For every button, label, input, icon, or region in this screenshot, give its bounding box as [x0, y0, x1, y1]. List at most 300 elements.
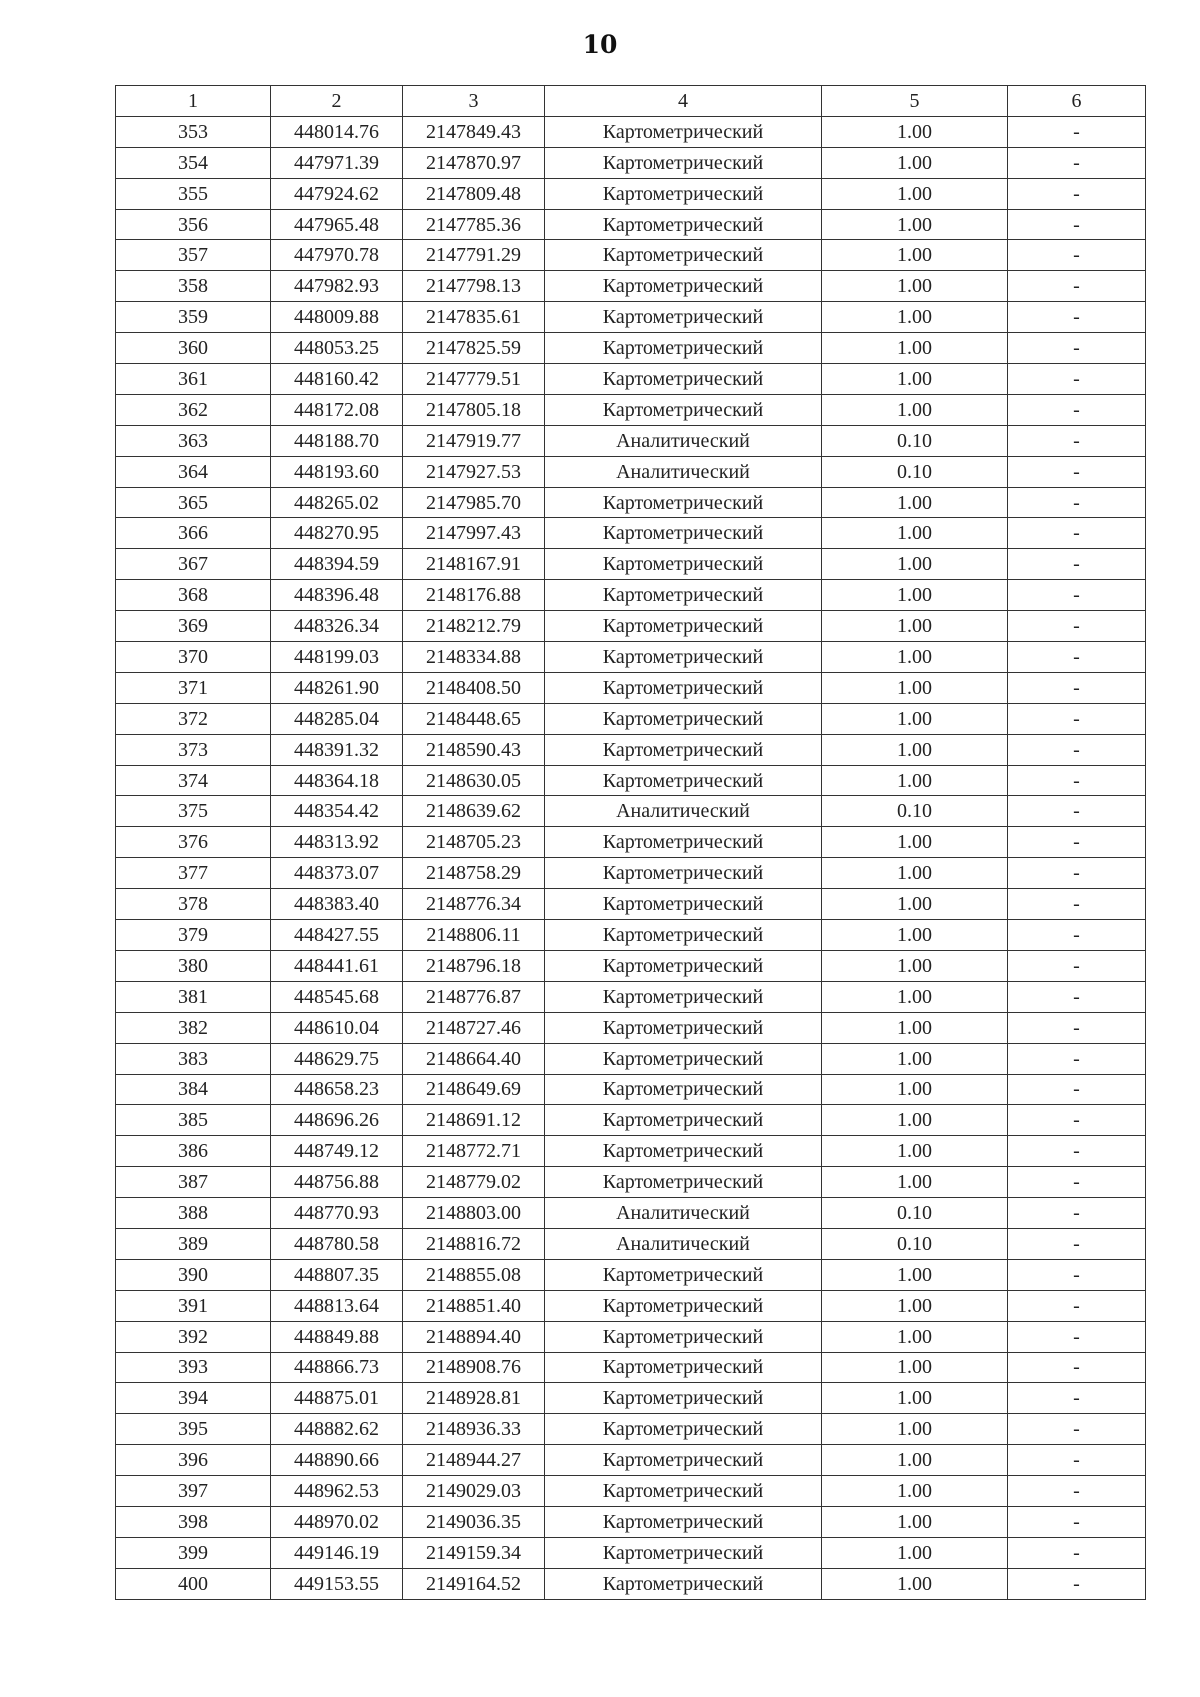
point-number-cell: 358: [116, 271, 271, 302]
y-coordinate-cell: 2148944.27: [403, 1445, 545, 1476]
y-coordinate-cell: 2148855.08: [403, 1259, 545, 1290]
note-cell: -: [1008, 178, 1146, 209]
method-cell: Картометрический: [545, 734, 822, 765]
note-cell: -: [1008, 549, 1146, 580]
accuracy-cell: 1.00: [822, 765, 1008, 796]
note-cell: -: [1008, 147, 1146, 178]
accuracy-cell: 0.10: [822, 1228, 1008, 1259]
accuracy-cell: 1.00: [822, 240, 1008, 271]
accuracy-cell: 1.00: [822, 549, 1008, 580]
point-number-cell: 355: [116, 178, 271, 209]
y-coordinate-cell: 2148936.33: [403, 1414, 545, 1445]
table-row: [116, 1476, 1146, 1507]
accuracy-cell: 1.00: [822, 889, 1008, 920]
method-cell: Картометрический: [545, 1383, 822, 1414]
note-cell: -: [1008, 302, 1146, 333]
x-coordinate-cell: 448354.42: [271, 796, 403, 827]
x-coordinate-cell: 448629.75: [271, 1043, 403, 1074]
note-cell: -: [1008, 580, 1146, 611]
table-row: [116, 1228, 1146, 1259]
y-coordinate-cell: 2148334.88: [403, 642, 545, 673]
x-coordinate-cell: 448261.90: [271, 672, 403, 703]
x-coordinate-cell: 448188.70: [271, 425, 403, 456]
x-coordinate-cell: 448890.66: [271, 1445, 403, 1476]
x-coordinate-cell: 447970.78: [271, 240, 403, 271]
method-cell: Картометрический: [545, 1012, 822, 1043]
note-cell: -: [1008, 796, 1146, 827]
y-coordinate-cell: 2147791.29: [403, 240, 545, 271]
point-number-cell: 383: [116, 1043, 271, 1074]
method-cell: Картометрический: [545, 116, 822, 147]
note-cell: -: [1008, 765, 1146, 796]
note-cell: -: [1008, 209, 1146, 240]
point-number-cell: 365: [116, 487, 271, 518]
accuracy-cell: 1.00: [822, 858, 1008, 889]
accuracy-cell: 1.00: [822, 703, 1008, 734]
note-cell: -: [1008, 1167, 1146, 1198]
accuracy-cell: 1.00: [822, 1537, 1008, 1568]
point-number-cell: 377: [116, 858, 271, 889]
x-coordinate-cell: 448962.53: [271, 1476, 403, 1507]
method-cell: Картометрический: [545, 1105, 822, 1136]
y-coordinate-cell: 2149036.35: [403, 1506, 545, 1537]
accuracy-cell: 1.00: [822, 302, 1008, 333]
note-cell: -: [1008, 1321, 1146, 1352]
method-cell: Картометрический: [545, 364, 822, 395]
table-row: [116, 302, 1146, 333]
y-coordinate-cell: 2148590.43: [403, 734, 545, 765]
x-coordinate-cell: 448770.93: [271, 1198, 403, 1229]
point-number-cell: 374: [116, 765, 271, 796]
note-cell: -: [1008, 1352, 1146, 1383]
point-number-cell: 354: [116, 147, 271, 178]
header-cell-col-3: 3: [403, 86, 545, 117]
note-cell: -: [1008, 425, 1146, 456]
table-row: [116, 1414, 1146, 1445]
table-row: [116, 271, 1146, 302]
note-cell: -: [1008, 889, 1146, 920]
table-row: [116, 580, 1146, 611]
table-row: [116, 827, 1146, 858]
x-coordinate-cell: 448172.08: [271, 394, 403, 425]
x-coordinate-cell: 448610.04: [271, 1012, 403, 1043]
x-coordinate-cell: 448373.07: [271, 858, 403, 889]
y-coordinate-cell: 2148630.05: [403, 765, 545, 796]
method-cell: Аналитический: [545, 1198, 822, 1229]
y-coordinate-cell: 2148705.23: [403, 827, 545, 858]
accuracy-cell: 1.00: [822, 1321, 1008, 1352]
point-number-cell: 398: [116, 1506, 271, 1537]
table-row: [116, 1043, 1146, 1074]
method-cell: Аналитический: [545, 456, 822, 487]
y-coordinate-cell: 2147779.51: [403, 364, 545, 395]
point-number-cell: 400: [116, 1568, 271, 1599]
x-coordinate-cell: 448441.61: [271, 950, 403, 981]
table-row: [116, 672, 1146, 703]
point-number-cell: 376: [116, 827, 271, 858]
note-cell: -: [1008, 394, 1146, 425]
method-cell: Картометрический: [545, 981, 822, 1012]
note-cell: -: [1008, 1506, 1146, 1537]
table-row: [116, 734, 1146, 765]
y-coordinate-cell: 2148727.46: [403, 1012, 545, 1043]
note-cell: -: [1008, 116, 1146, 147]
y-coordinate-cell: 2148448.65: [403, 703, 545, 734]
y-coordinate-cell: 2147927.53: [403, 456, 545, 487]
method-cell: Картометрический: [545, 889, 822, 920]
table-row: [116, 147, 1146, 178]
method-cell: Картометрический: [545, 178, 822, 209]
table-row: [116, 1136, 1146, 1167]
y-coordinate-cell: 2148851.40: [403, 1290, 545, 1321]
method-cell: Картометрический: [545, 672, 822, 703]
y-coordinate-cell: 2147997.43: [403, 518, 545, 549]
y-coordinate-cell: 2148776.34: [403, 889, 545, 920]
accuracy-cell: 1.00: [822, 116, 1008, 147]
accuracy-cell: 1.00: [822, 1445, 1008, 1476]
method-cell: Картометрический: [545, 240, 822, 271]
y-coordinate-cell: 2147809.48: [403, 178, 545, 209]
accuracy-cell: 0.10: [822, 425, 1008, 456]
table-row: [116, 1105, 1146, 1136]
x-coordinate-cell: 448383.40: [271, 889, 403, 920]
note-cell: -: [1008, 734, 1146, 765]
note-cell: -: [1008, 1228, 1146, 1259]
accuracy-cell: 1.00: [822, 1476, 1008, 1507]
method-cell: Картометрический: [545, 1568, 822, 1599]
accuracy-cell: 0.10: [822, 456, 1008, 487]
y-coordinate-cell: 2147985.70: [403, 487, 545, 518]
method-cell: Картометрический: [545, 920, 822, 951]
method-cell: Картометрический: [545, 147, 822, 178]
note-cell: -: [1008, 518, 1146, 549]
note-cell: -: [1008, 333, 1146, 364]
accuracy-cell: 1.00: [822, 147, 1008, 178]
table-row: [116, 611, 1146, 642]
table-row: [116, 858, 1146, 889]
table-row: [116, 1445, 1146, 1476]
table-row: [116, 1352, 1146, 1383]
accuracy-cell: 1.00: [822, 1259, 1008, 1290]
point-number-cell: 388: [116, 1198, 271, 1229]
accuracy-cell: 0.10: [822, 796, 1008, 827]
point-number-cell: 372: [116, 703, 271, 734]
x-coordinate-cell: 448009.88: [271, 302, 403, 333]
point-number-cell: 353: [116, 116, 271, 147]
point-number-cell: 368: [116, 580, 271, 611]
table-row: [116, 642, 1146, 673]
method-cell: Картометрический: [545, 765, 822, 796]
x-coordinate-cell: 448849.88: [271, 1321, 403, 1352]
x-coordinate-cell: 449153.55: [271, 1568, 403, 1599]
x-coordinate-cell: 448780.58: [271, 1228, 403, 1259]
point-number-cell: 392: [116, 1321, 271, 1352]
x-coordinate-cell: 448970.02: [271, 1506, 403, 1537]
point-number-cell: 397: [116, 1476, 271, 1507]
x-coordinate-cell: 448756.88: [271, 1167, 403, 1198]
accuracy-cell: 0.10: [822, 1198, 1008, 1229]
y-coordinate-cell: 2148691.12: [403, 1105, 545, 1136]
y-coordinate-cell: 2147805.18: [403, 394, 545, 425]
method-cell: Картометрический: [545, 333, 822, 364]
y-coordinate-cell: 2148796.18: [403, 950, 545, 981]
method-cell: Картометрический: [545, 1259, 822, 1290]
point-number-cell: 371: [116, 672, 271, 703]
x-coordinate-cell: 448364.18: [271, 765, 403, 796]
y-coordinate-cell: 2148649.69: [403, 1074, 545, 1105]
x-coordinate-cell: 448265.02: [271, 487, 403, 518]
accuracy-cell: 1.00: [822, 271, 1008, 302]
y-coordinate-cell: 2149164.52: [403, 1568, 545, 1599]
point-number-cell: 380: [116, 950, 271, 981]
table-row: [116, 518, 1146, 549]
point-number-cell: 367: [116, 549, 271, 580]
point-number-cell: 395: [116, 1414, 271, 1445]
note-cell: -: [1008, 642, 1146, 673]
header-cell-col-1: 1: [116, 86, 271, 117]
accuracy-cell: 1.00: [822, 487, 1008, 518]
note-cell: -: [1008, 858, 1146, 889]
x-coordinate-cell: 448270.95: [271, 518, 403, 549]
table-row: [116, 765, 1146, 796]
note-cell: -: [1008, 611, 1146, 642]
y-coordinate-cell: 2148167.91: [403, 549, 545, 580]
method-cell: Картометрический: [545, 1074, 822, 1105]
x-coordinate-cell: 448053.25: [271, 333, 403, 364]
point-number-cell: 389: [116, 1228, 271, 1259]
method-cell: Картометрический: [545, 394, 822, 425]
method-cell: Картометрический: [545, 611, 822, 642]
accuracy-cell: 1.00: [822, 642, 1008, 673]
y-coordinate-cell: 2149029.03: [403, 1476, 545, 1507]
y-coordinate-cell: 2148758.29: [403, 858, 545, 889]
x-coordinate-cell: 448396.48: [271, 580, 403, 611]
y-coordinate-cell: 2149159.34: [403, 1537, 545, 1568]
note-cell: -: [1008, 1290, 1146, 1321]
note-cell: -: [1008, 672, 1146, 703]
method-cell: Картометрический: [545, 1445, 822, 1476]
y-coordinate-cell: 2148779.02: [403, 1167, 545, 1198]
point-number-cell: 366: [116, 518, 271, 549]
method-cell: Картометрический: [545, 1136, 822, 1167]
note-cell: -: [1008, 1198, 1146, 1229]
y-coordinate-cell: 2148176.88: [403, 580, 545, 611]
note-cell: -: [1008, 240, 1146, 271]
point-number-cell: 373: [116, 734, 271, 765]
table-row: [116, 487, 1146, 518]
table-row: [116, 1321, 1146, 1352]
method-cell: Аналитический: [545, 796, 822, 827]
method-cell: Картометрический: [545, 1290, 822, 1321]
x-coordinate-cell: 447982.93: [271, 271, 403, 302]
method-cell: Картометрический: [545, 271, 822, 302]
note-cell: -: [1008, 1043, 1146, 1074]
x-coordinate-cell: 448326.34: [271, 611, 403, 642]
x-coordinate-cell: 448313.92: [271, 827, 403, 858]
point-number-cell: 391: [116, 1290, 271, 1321]
accuracy-cell: 1.00: [822, 1074, 1008, 1105]
table-row: [116, 240, 1146, 271]
point-number-cell: 386: [116, 1136, 271, 1167]
point-number-cell: 382: [116, 1012, 271, 1043]
accuracy-cell: 1.00: [822, 209, 1008, 240]
point-number-cell: 359: [116, 302, 271, 333]
note-cell: -: [1008, 1105, 1146, 1136]
header-cell-col-6: 6: [1008, 86, 1146, 117]
point-number-cell: 364: [116, 456, 271, 487]
point-number-cell: 390: [116, 1259, 271, 1290]
table-row: [116, 209, 1146, 240]
table-row: [116, 981, 1146, 1012]
accuracy-cell: 1.00: [822, 364, 1008, 395]
note-cell: -: [1008, 271, 1146, 302]
table-row: [116, 889, 1146, 920]
x-coordinate-cell: 448875.01: [271, 1383, 403, 1414]
table-row: [116, 364, 1146, 395]
note-cell: -: [1008, 364, 1146, 395]
method-cell: Картометрический: [545, 487, 822, 518]
method-cell: Картометрический: [545, 1167, 822, 1198]
note-cell: -: [1008, 1136, 1146, 1167]
y-coordinate-cell: 2148776.87: [403, 981, 545, 1012]
point-number-cell: 385: [116, 1105, 271, 1136]
table-row: [116, 1012, 1146, 1043]
table-header: [116, 86, 1146, 117]
accuracy-cell: 1.00: [822, 1383, 1008, 1414]
table-row: [116, 1537, 1146, 1568]
table-row: [116, 1259, 1146, 1290]
note-cell: -: [1008, 950, 1146, 981]
table-row: [116, 703, 1146, 734]
point-number-cell: 393: [116, 1352, 271, 1383]
y-coordinate-cell: 2148908.76: [403, 1352, 545, 1383]
x-coordinate-cell: 448866.73: [271, 1352, 403, 1383]
note-cell: -: [1008, 1383, 1146, 1414]
method-cell: Картометрический: [545, 1414, 822, 1445]
x-coordinate-cell: 448160.42: [271, 364, 403, 395]
accuracy-cell: 1.00: [822, 1167, 1008, 1198]
accuracy-cell: 1.00: [822, 580, 1008, 611]
note-cell: -: [1008, 1074, 1146, 1105]
accuracy-cell: 1.00: [822, 178, 1008, 209]
method-cell: Картометрический: [545, 1476, 822, 1507]
point-number-cell: 387: [116, 1167, 271, 1198]
accuracy-cell: 1.00: [822, 1506, 1008, 1537]
x-coordinate-cell: 448193.60: [271, 456, 403, 487]
method-cell: Картометрический: [545, 209, 822, 240]
x-coordinate-cell: 448199.03: [271, 642, 403, 673]
accuracy-cell: 1.00: [822, 950, 1008, 981]
x-coordinate-cell: 448813.64: [271, 1290, 403, 1321]
table-row: [116, 920, 1146, 951]
x-coordinate-cell: 447965.48: [271, 209, 403, 240]
header-cell-col-2: 2: [271, 86, 403, 117]
method-cell: Картометрический: [545, 703, 822, 734]
table-row: [116, 425, 1146, 456]
method-cell: Картометрический: [545, 1506, 822, 1537]
table-row: [116, 1290, 1146, 1321]
x-coordinate-cell: 448427.55: [271, 920, 403, 951]
note-cell: -: [1008, 456, 1146, 487]
x-coordinate-cell: 448545.68: [271, 981, 403, 1012]
accuracy-cell: 1.00: [822, 611, 1008, 642]
method-cell: Картометрический: [545, 642, 822, 673]
accuracy-cell: 1.00: [822, 827, 1008, 858]
y-coordinate-cell: 2148664.40: [403, 1043, 545, 1074]
note-cell: -: [1008, 1259, 1146, 1290]
y-coordinate-cell: 2148408.50: [403, 672, 545, 703]
point-number-cell: 384: [116, 1074, 271, 1105]
table-row: [116, 178, 1146, 209]
point-number-cell: 356: [116, 209, 271, 240]
accuracy-cell: 1.00: [822, 981, 1008, 1012]
note-cell: -: [1008, 1012, 1146, 1043]
note-cell: -: [1008, 1445, 1146, 1476]
method-cell: Картометрический: [545, 1321, 822, 1352]
method-cell: Картометрический: [545, 580, 822, 611]
note-cell: -: [1008, 827, 1146, 858]
x-coordinate-cell: 448696.26: [271, 1105, 403, 1136]
point-number-cell: 379: [116, 920, 271, 951]
accuracy-cell: 1.00: [822, 518, 1008, 549]
x-coordinate-cell: 448014.76: [271, 116, 403, 147]
point-number-cell: 399: [116, 1537, 271, 1568]
y-coordinate-cell: 2147785.36: [403, 209, 545, 240]
header-cell-col-4: 4: [545, 86, 822, 117]
method-cell: Картометрический: [545, 950, 822, 981]
accuracy-cell: 1.00: [822, 1568, 1008, 1599]
x-coordinate-cell: 447971.39: [271, 147, 403, 178]
point-number-cell: 394: [116, 1383, 271, 1414]
y-coordinate-cell: 2148816.72: [403, 1228, 545, 1259]
x-coordinate-cell: 448394.59: [271, 549, 403, 580]
table-row: [116, 116, 1146, 147]
point-number-cell: 360: [116, 333, 271, 364]
note-cell: -: [1008, 1568, 1146, 1599]
y-coordinate-cell: 2148928.81: [403, 1383, 545, 1414]
note-cell: -: [1008, 920, 1146, 951]
point-number-cell: 381: [116, 981, 271, 1012]
x-coordinate-cell: 449146.19: [271, 1537, 403, 1568]
y-coordinate-cell: 2147919.77: [403, 425, 545, 456]
table-row: [116, 456, 1146, 487]
table-row: [116, 1074, 1146, 1105]
table-body: [116, 116, 1146, 1599]
x-coordinate-cell: 447924.62: [271, 178, 403, 209]
y-coordinate-cell: 2147798.13: [403, 271, 545, 302]
method-cell: Картометрический: [545, 1537, 822, 1568]
x-coordinate-cell: 448749.12: [271, 1136, 403, 1167]
method-cell: Картометрический: [545, 518, 822, 549]
note-cell: -: [1008, 981, 1146, 1012]
accuracy-cell: 1.00: [822, 1414, 1008, 1445]
point-number-cell: 375: [116, 796, 271, 827]
method-cell: Картометрический: [545, 1352, 822, 1383]
coordinates-table: [115, 85, 1146, 1600]
method-cell: Картометрический: [545, 1043, 822, 1074]
accuracy-cell: 1.00: [822, 1105, 1008, 1136]
table-row: [116, 333, 1146, 364]
method-cell: Картометрический: [545, 827, 822, 858]
y-coordinate-cell: 2148894.40: [403, 1321, 545, 1352]
table-row: [116, 549, 1146, 580]
point-number-cell: 378: [116, 889, 271, 920]
accuracy-cell: 1.00: [822, 1136, 1008, 1167]
x-coordinate-cell: 448391.32: [271, 734, 403, 765]
page-number: 10: [582, 30, 618, 59]
accuracy-cell: 1.00: [822, 1043, 1008, 1074]
x-coordinate-cell: 448882.62: [271, 1414, 403, 1445]
